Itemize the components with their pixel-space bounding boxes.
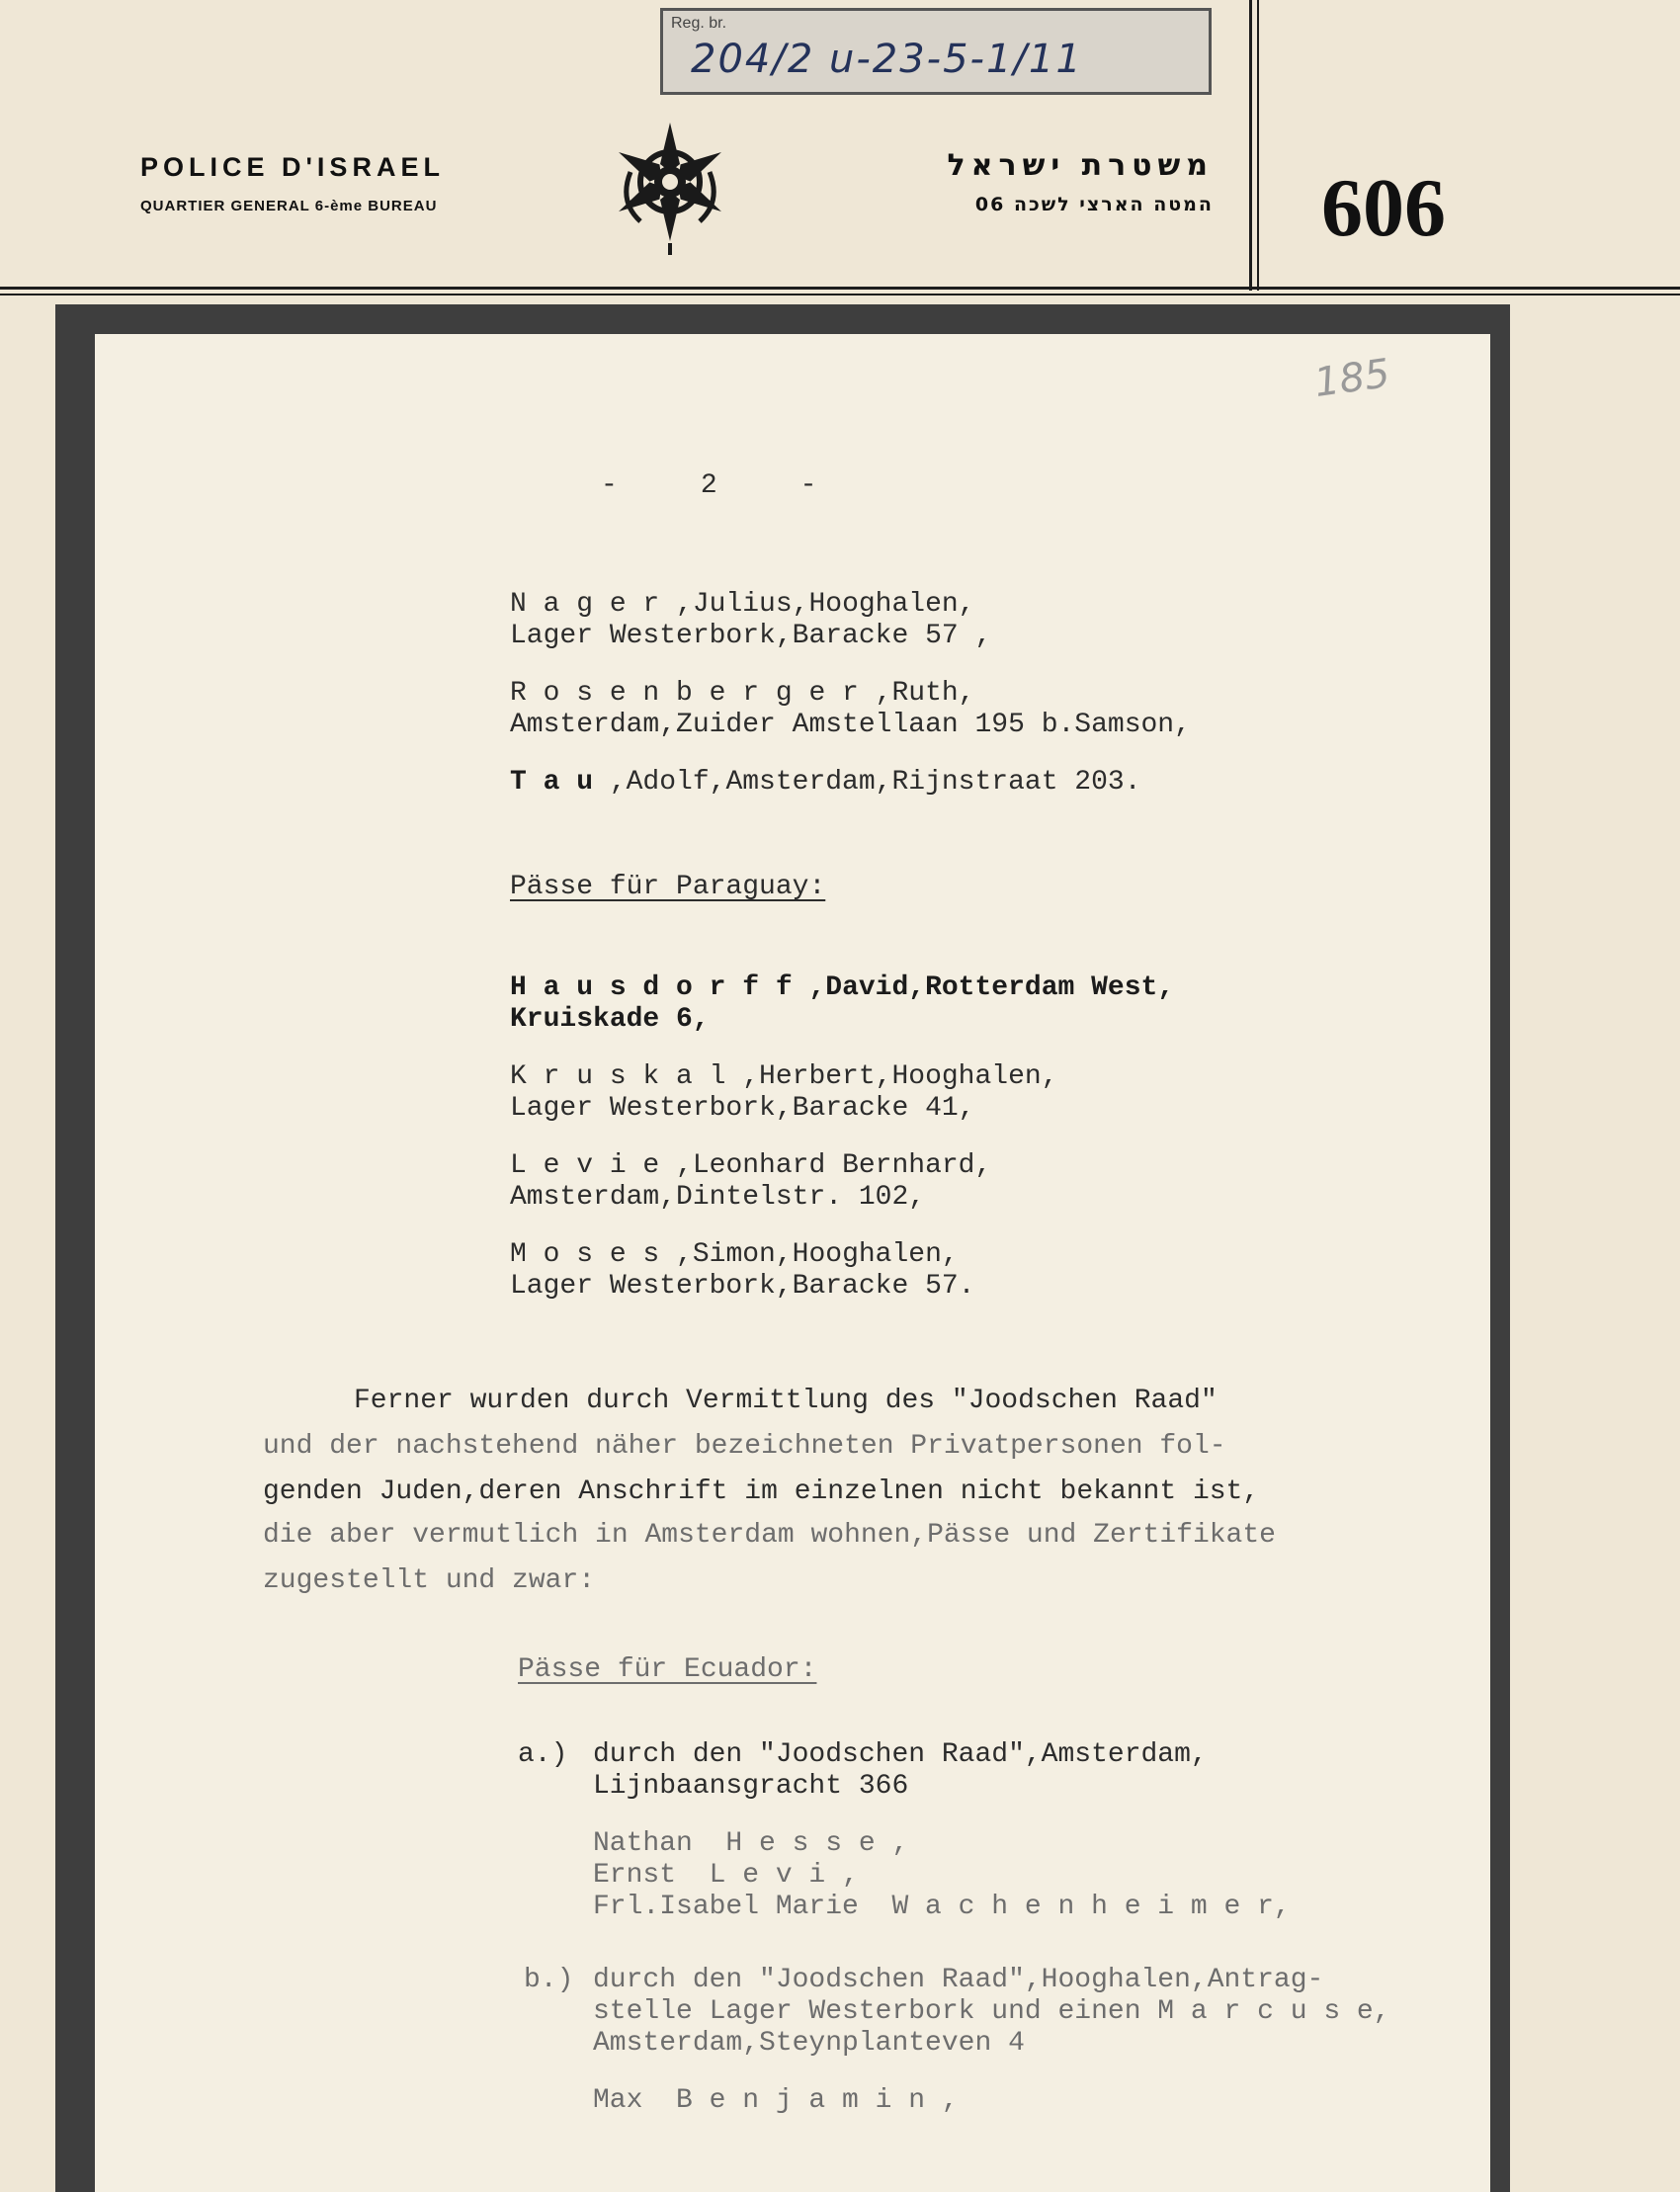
entry-detail: ,Ruth, <box>858 678 975 709</box>
section-b-line: durch den "Joodschen Raad",Hooghalen,Antrag- <box>593 1965 1324 1995</box>
paragraph-line: und der nachstehend näher bezeichneten Privatpersonen fol- <box>263 1431 1226 1462</box>
list-item: Ernst L e v i , <box>593 1860 859 1891</box>
entry-line <box>510 680 974 708</box>
section-heading-paraguay: Pässe für Paraguay: <box>510 872 826 902</box>
letterhead-french-title: POLICE D'ISRAEL <box>140 152 445 182</box>
section-a-marker: a.) <box>518 1739 568 1770</box>
paragraph-line: die aber vermutlich in Amsterdam wohnen,Pässe und Zertifikate <box>263 1520 1276 1551</box>
entry-surname: K r u s k a l <box>510 1061 726 1092</box>
entry-detail: ,Julius,Hooghalen, <box>659 589 975 620</box>
entry-address: Amsterdam,Dintelstr. 102, <box>510 1182 926 1213</box>
entry-line <box>510 1241 959 1269</box>
entry-surname: T a u <box>510 767 594 798</box>
letterhead-divider-left <box>1249 0 1252 291</box>
document-number: 606 <box>1321 162 1446 254</box>
list-item: Max B e n j a m i n , <box>593 2085 959 2116</box>
entry-line <box>510 974 1174 1002</box>
entry-detail: ,David,Rotterdam West, <box>792 972 1175 1003</box>
entry-address: Lager Westerbork,Baracke 41, <box>510 1093 975 1124</box>
letterhead-french-subtitle: QUARTIER GENERAL 6-ème BUREAU <box>140 198 438 214</box>
entry-address: Lager Westerbork,Baracke 57 , <box>510 621 992 651</box>
section-b-line: Amsterdam,Steynplanteven 4 <box>593 2028 1025 2059</box>
list-item: Nathan H e s s e , <box>593 1828 909 1859</box>
entry-surname: R o s e n b e r g e r <box>510 678 859 709</box>
entry-detail: ,Adolf,Amsterdam,Rijnstraat 203. <box>593 767 1141 798</box>
section-heading-ecuador: Pässe für Ecuador: <box>518 1654 817 1685</box>
paragraph-line: genden Juden,deren Anschrift im einzelnen nicht bekannt ist, <box>263 1476 1260 1507</box>
paragraph-line: zugestellt und zwar: <box>263 1565 596 1596</box>
entry-address: Lager Westerbork,Baracke 57. <box>510 1271 975 1302</box>
entry-address: Kruiskade 6, <box>510 1004 710 1035</box>
section-b-line: stelle Lager Westerbork und einen M a r c u s e, <box>593 1996 1390 2027</box>
registry-number-handwritten: 204/2 u-23-5-1/11 <box>691 37 1083 82</box>
section-a-line: durch den "Joodschen Raad",Amsterdam, <box>593 1739 1208 1770</box>
entry-line <box>510 1152 991 1180</box>
entry-detail: ,Leonhard Bernhard, <box>659 1150 992 1181</box>
section-b-marker: b.) <box>524 1965 574 1995</box>
entry-line <box>510 769 1141 797</box>
letterhead-rule-bottom <box>0 294 1680 295</box>
entry-surname: N a g e r <box>510 589 660 620</box>
entry-address: Amsterdam,Zuider Amstellaan 195 b.Samson, <box>510 710 1191 740</box>
letterhead-divider-right <box>1257 0 1259 291</box>
registry-stamp <box>660 8 1212 95</box>
entry-surname: M o s e s <box>510 1239 660 1270</box>
letterhead-hebrew-subtitle: המטה הארצי לשכה 06 <box>974 194 1214 215</box>
police-star-emblem-icon <box>601 111 739 259</box>
entry-line <box>510 591 975 619</box>
entry-detail: ,Herbert,Hooghalen, <box>725 1061 1058 1092</box>
letterhead-hebrew-title: משטרת ישראל <box>947 148 1214 183</box>
entry-line <box>510 1063 1058 1091</box>
entry-detail: ,Simon,Hooghalen, <box>659 1239 959 1270</box>
entry-surname: L e v i e <box>510 1150 660 1181</box>
letterhead-rule-top <box>0 287 1680 290</box>
list-item: Frl.Isabel Marie W a c h e n h e i m e r, <box>593 1892 1291 1922</box>
folio-mark: 185 <box>1311 350 1393 407</box>
paragraph-line: Ferner wurden durch Vermittlung des "Joodschen Raad" <box>354 1386 1218 1416</box>
section-a-line: Lijnbaansgracht 366 <box>593 1771 909 1802</box>
registry-stamp-label: Reg. br. <box>671 15 727 32</box>
page-number-marker: - 2 - <box>601 470 817 501</box>
entry-surname: H a u s d o r f f <box>510 972 793 1003</box>
